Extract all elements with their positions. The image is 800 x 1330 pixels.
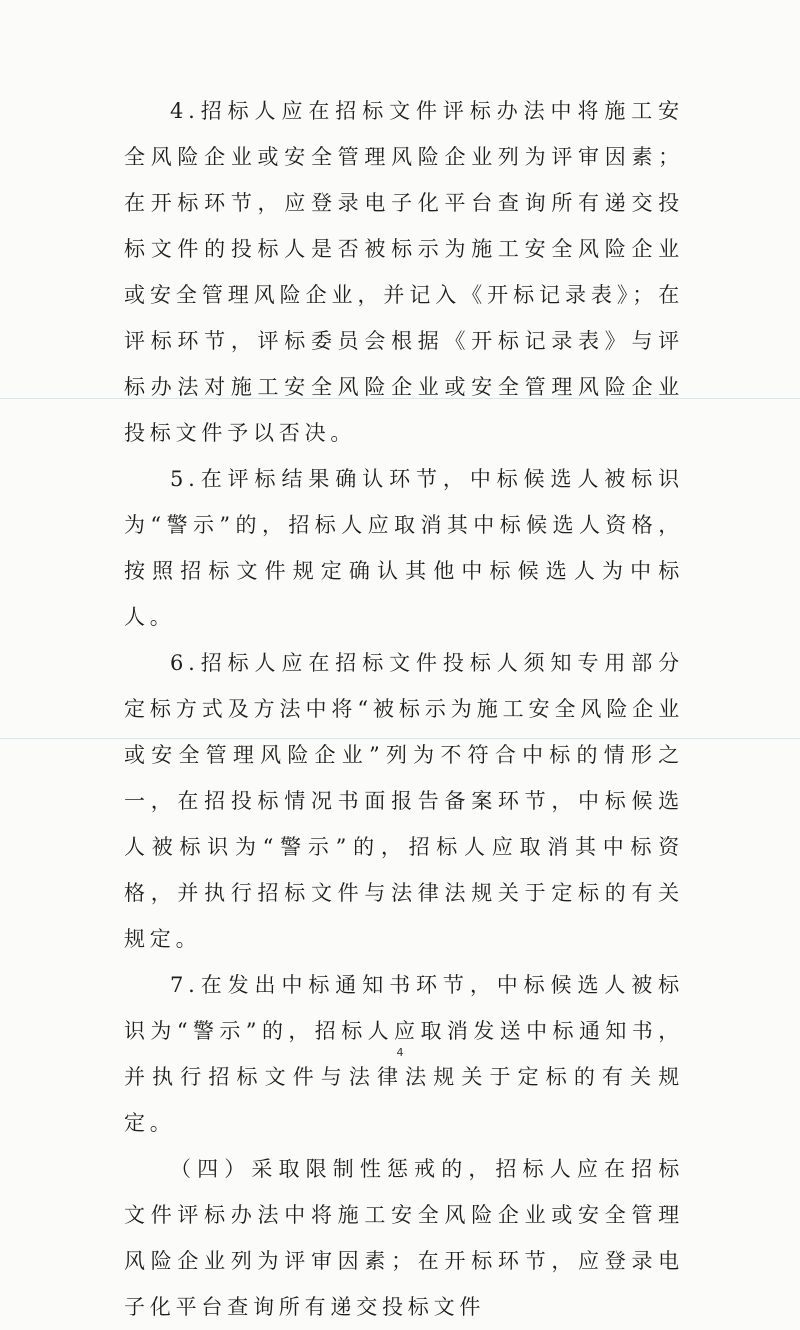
page-number: 4 [396, 1046, 404, 1059]
paragraph-section-4: （四）采取限制性惩戒的，招标人应在招标文件评标办法中将施工安全风险企业或安全管理风险企业列为评审因素；在开标环节，应登录电子化平台查询所有递交投标文件 [124, 1157, 684, 1319]
paragraph-item-6: 6.招标人应在招标文件投标人须知专用部分定标方式及方法中将“被标示为施工安全风险企业或安全管理风险企业”列为不符合中标的情形之一，在招投标情况书面报告备案环节，中标候选人被标识为“警示”的，招标人应取消其中标资格，并执行招标文件与法律法规关于定标的有关规定。 [124, 651, 684, 951]
document-body [124, 88, 684, 1330]
paragraph-item-5: 5.在评标结果确认环节，中标候选人被标识为“警示”的，招标人应取消其中标候选人资格，按照招标文件规定确认其他中标候选人为中标人。 [124, 467, 684, 629]
paragraph-item-4: 4.招标人应在招标文件评标办法中将施工安全风险企业或安全管理风险企业列为评审因素；在开标环节，应登录电子化平台查询所有递交投标文件的投标人是否被标示为施工安全风险企业或安全管理风险企业，并记入《开标记录表》；在评标环节，评标委员会根据《开标记录表》与评标办法对施工安全风险企业或安全管理风险企业投标文件予以否决。 [124, 99, 684, 445]
paragraph-item-7: 7.在发出中标通知书环节，中标候选人被标识为“警示”的，招标人应取消发送中标通知书，并执行招标文件与法律法规关于定标的有关规定。 [124, 973, 684, 1135]
